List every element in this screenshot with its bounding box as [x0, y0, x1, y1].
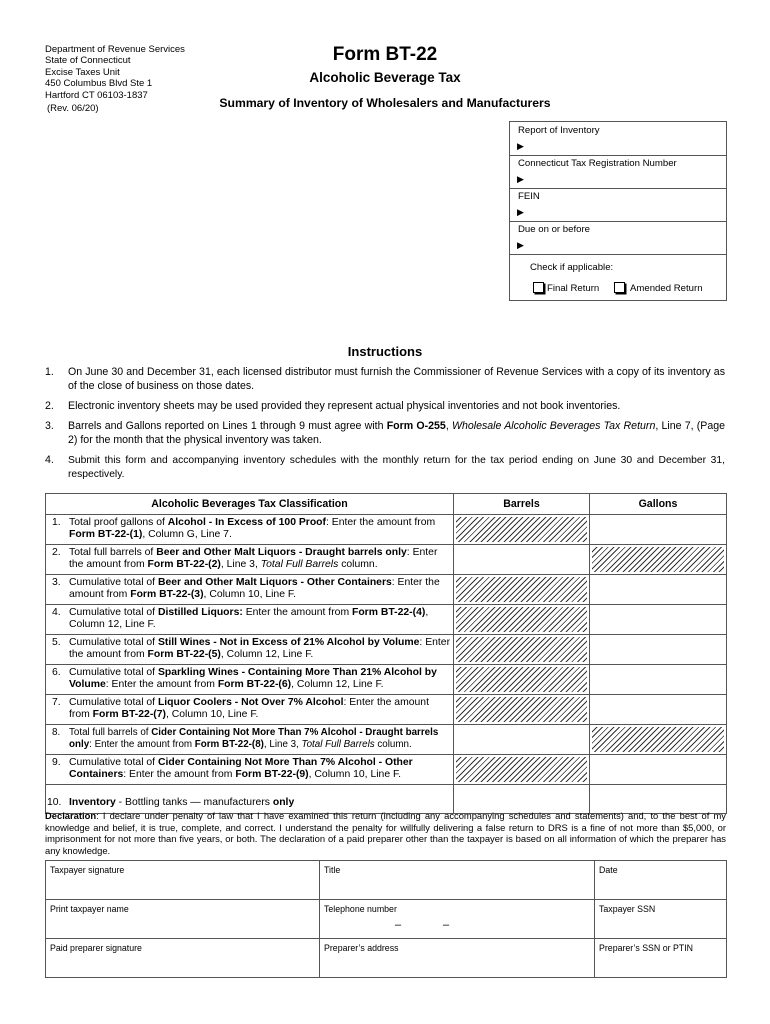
- field-label: Date: [599, 865, 618, 875]
- declaration-label: Declaration: [45, 810, 97, 821]
- field-label: Preparer’s address: [324, 943, 399, 953]
- barrels-input[interactable]: [454, 545, 590, 575]
- arrow-icon: ▶: [517, 141, 524, 151]
- field-label: Preparer’s SSN or PTIN: [599, 943, 694, 953]
- revision-date: (Rev. 06/20): [47, 103, 99, 115]
- arrow-icon: ▶: [517, 174, 524, 184]
- field-label: Report of Inventory: [518, 125, 600, 136]
- barrels-input[interactable]: [454, 725, 590, 755]
- report-info-box: [509, 121, 727, 301]
- gallons-header: Gallons: [590, 494, 727, 515]
- barrels-cell-hatched: [454, 695, 590, 725]
- table-header-row: [46, 494, 727, 515]
- row-description: 1. Total proof gallons of Alcohol - In Excess of 100 Proof: Enter the amount from Form BT-22-(1), Column G, Line 7.: [46, 515, 454, 545]
- row-description: 7. Cumulative total of Liquor Coolers - Not Over 7% Alcohol: Enter the amount from Form BT-22-(7), Column 10, Line F.: [46, 695, 454, 725]
- table-row: [46, 665, 727, 695]
- declaration-text: : I declare under penalty of law that I have examined this return (including any accompanying schedules and statements) and, to the best of my knowledge and belief, it is true, complete, and correct. I understand the penalty for willfully delivering a false return to DRS is a fine of not more than $5,000, or imprisonment for not more than five years, or both. The declaration of a paid preparer other than the taxpayer is based on all information of which the preparer has any knowledge.: [45, 810, 726, 856]
- telephone-number-field[interactable]: [319, 899, 595, 939]
- gallons-input[interactable]: [590, 665, 727, 695]
- report-of-inventory-field[interactable]: [510, 122, 726, 156]
- field-label: FEIN: [518, 191, 540, 202]
- row-description: 3. Cumulative total of Beer and Other Malt Liquors - Other Containers: Enter the amount from Form BT-22-(3), Column 10, Line F.: [46, 575, 454, 605]
- row-description: 5. Cumulative total of Still Wines - Not in Excess of 21% Alcohol by Volume: Enter the amount from Form BT-22-(5), Column 12, Line F.: [46, 635, 454, 665]
- agency-line: Department of Revenue Services: [45, 44, 185, 55]
- final-return-checkbox[interactable]: [533, 282, 544, 293]
- due-date-field[interactable]: [510, 221, 726, 255]
- instruction-text: Electronic inventory sheets may be used provided they represent actual physical inventories and not book inventories.: [68, 400, 621, 412]
- phone-separator: –: [395, 919, 402, 931]
- preparer-ssn-ptin-field[interactable]: [594, 938, 727, 978]
- arrow-icon: ▶: [517, 240, 524, 250]
- paid-preparer-signature-field[interactable]: [45, 938, 320, 978]
- agency-line: 450 Columbus Blvd Ste 1: [45, 78, 153, 90]
- instruction-number: 2.: [45, 400, 54, 412]
- gallons-input[interactable]: [590, 755, 727, 785]
- preparer-address-field[interactable]: [319, 938, 595, 978]
- instruction-number: 4.: [45, 454, 54, 466]
- field-label: Taxpayer SSN: [599, 904, 656, 914]
- instruction-item: [45, 400, 725, 414]
- date-field[interactable]: [594, 860, 727, 900]
- taxpayer-ssn-field[interactable]: [594, 899, 727, 939]
- field-label: Print taxpayer name: [50, 904, 129, 914]
- barrels-cell-hatched: [454, 605, 590, 635]
- form-subtitle-summary: Summary of Inventory of Wholesalers and Manufacturers: [219, 96, 551, 110]
- barrels-cell-hatched: [454, 755, 590, 785]
- field-label: Taxpayer signature: [50, 865, 125, 875]
- gallons-cell-hatched: [590, 725, 727, 755]
- form-name: Wholesale Alcoholic Beverages Tax Return: [451, 420, 656, 432]
- form-title: Form BT-22: [332, 44, 438, 65]
- instruction-item: [45, 420, 725, 447]
- title-field[interactable]: [319, 860, 595, 900]
- final-return-label: Final Return: [547, 283, 600, 294]
- fein-field[interactable]: [510, 188, 726, 222]
- row-description: 8. Total full barrels of Cider Containing Not More Than 7% Alcohol - Draught barrels only: Enter the amount from Form BT-22-(8), Line 3, Total Full Barrels column.: [46, 725, 454, 755]
- barrels-cell-hatched: [454, 665, 590, 695]
- gallons-input[interactable]: [590, 515, 727, 545]
- field-label: Telephone number: [324, 904, 397, 914]
- barrels-cell-hatched: [454, 575, 590, 605]
- instruction-item: [45, 366, 725, 393]
- table-row: [46, 695, 727, 725]
- instruction-number: 1.: [45, 366, 54, 378]
- row-description: 6. Cumulative total of Sparkling Wines - Containing More Than 21% Alcohol by Volume: Enter the amount from Form BT-22-(6), Column 12, Line F.: [46, 665, 454, 695]
- gallons-input[interactable]: [590, 605, 727, 635]
- gallons-input[interactable]: [590, 575, 727, 605]
- row-description: 10. Inventory - Bottling tanks — manufacturers only: [46, 785, 454, 814]
- table-row: [46, 575, 727, 605]
- taxpayer-signature-field[interactable]: [45, 860, 320, 900]
- table-row: [46, 725, 727, 755]
- instruction-text: Submit this form and accompanying inventory schedules with the monthly return for the tax period ending on June 30 and December 31, respectively.: [68, 455, 725, 480]
- row-description: 4. Cumulative total of Distilled Liquors: Enter the amount from Form BT-22-(4), Column 12, Line F.: [46, 605, 454, 635]
- row-description: 9. Cumulative total of Cider Containing Not More Than 7% Alcohol - Other Containers: Enter the amount from Form BT-22-(9), Column 10, Line F.: [46, 755, 454, 785]
- form-subtitle: Alcoholic Beverage Tax: [309, 70, 461, 85]
- amended-return-label: Amended Return: [630, 283, 703, 294]
- table-row: [46, 635, 727, 665]
- arrow-icon: ▶: [517, 207, 524, 217]
- field-label: Connecticut Tax Registration Number: [518, 158, 677, 169]
- tax-registration-number-field[interactable]: [510, 155, 726, 189]
- table-row: [46, 605, 727, 635]
- agency-line: Hartford CT 06103-1837: [45, 89, 148, 101]
- amended-return-checkbox[interactable]: [614, 282, 625, 293]
- agency-line: State of Connecticut: [45, 55, 131, 67]
- print-taxpayer-name-field[interactable]: [45, 899, 320, 939]
- barrels-header: Barrels: [454, 494, 590, 515]
- form-reference: Form O-255: [386, 420, 446, 432]
- row-description: 2. Total full barrels of Beer and Other Malt Liquors - Draught barrels only: Enter the amount from Form BT-22-(2), Line 3, Total Full Barrels column.: [46, 545, 454, 575]
- table-row: [46, 545, 727, 575]
- phone-separator: –: [443, 919, 450, 931]
- gallons-cell-hatched: [590, 545, 727, 575]
- barrels-cell-hatched: [454, 635, 590, 665]
- instruction-text: On June 30 and December 31, each licensed distributor must furnish the Commissioner of Revenue Services with a copy of its inventory as of the close of business on those dates.: [68, 366, 725, 392]
- barrels-cell-hatched: [454, 515, 590, 545]
- gallons-input[interactable]: [590, 695, 727, 725]
- gallons-input[interactable]: [590, 635, 727, 665]
- declaration: [45, 810, 726, 856]
- instruction-item: [45, 454, 725, 481]
- instructions-title: Instructions: [347, 344, 423, 359]
- classification-header: Alcoholic Beverages Tax Classification: [46, 494, 454, 515]
- table-row: [46, 755, 727, 785]
- check-if-applicable-label: Check if applicable:: [530, 262, 614, 273]
- instruction-text: Barrels and Gallons reported on Lines 1 through 9 must agree with Form O-255, Wholesale Alcoholic Beverages Tax Return, Line 7, (Page 2) for the month that the physical inventory was taken.: [68, 420, 726, 446]
- instruction-number: 3.: [45, 420, 54, 432]
- table-row: [46, 515, 727, 545]
- agency-line: Excise Taxes Unit: [45, 66, 120, 78]
- field-label: Due on or before: [518, 224, 590, 235]
- field-label: Title: [324, 865, 341, 875]
- field-label: Paid preparer signature: [50, 943, 142, 953]
- tax-classification-table: [45, 493, 727, 814]
